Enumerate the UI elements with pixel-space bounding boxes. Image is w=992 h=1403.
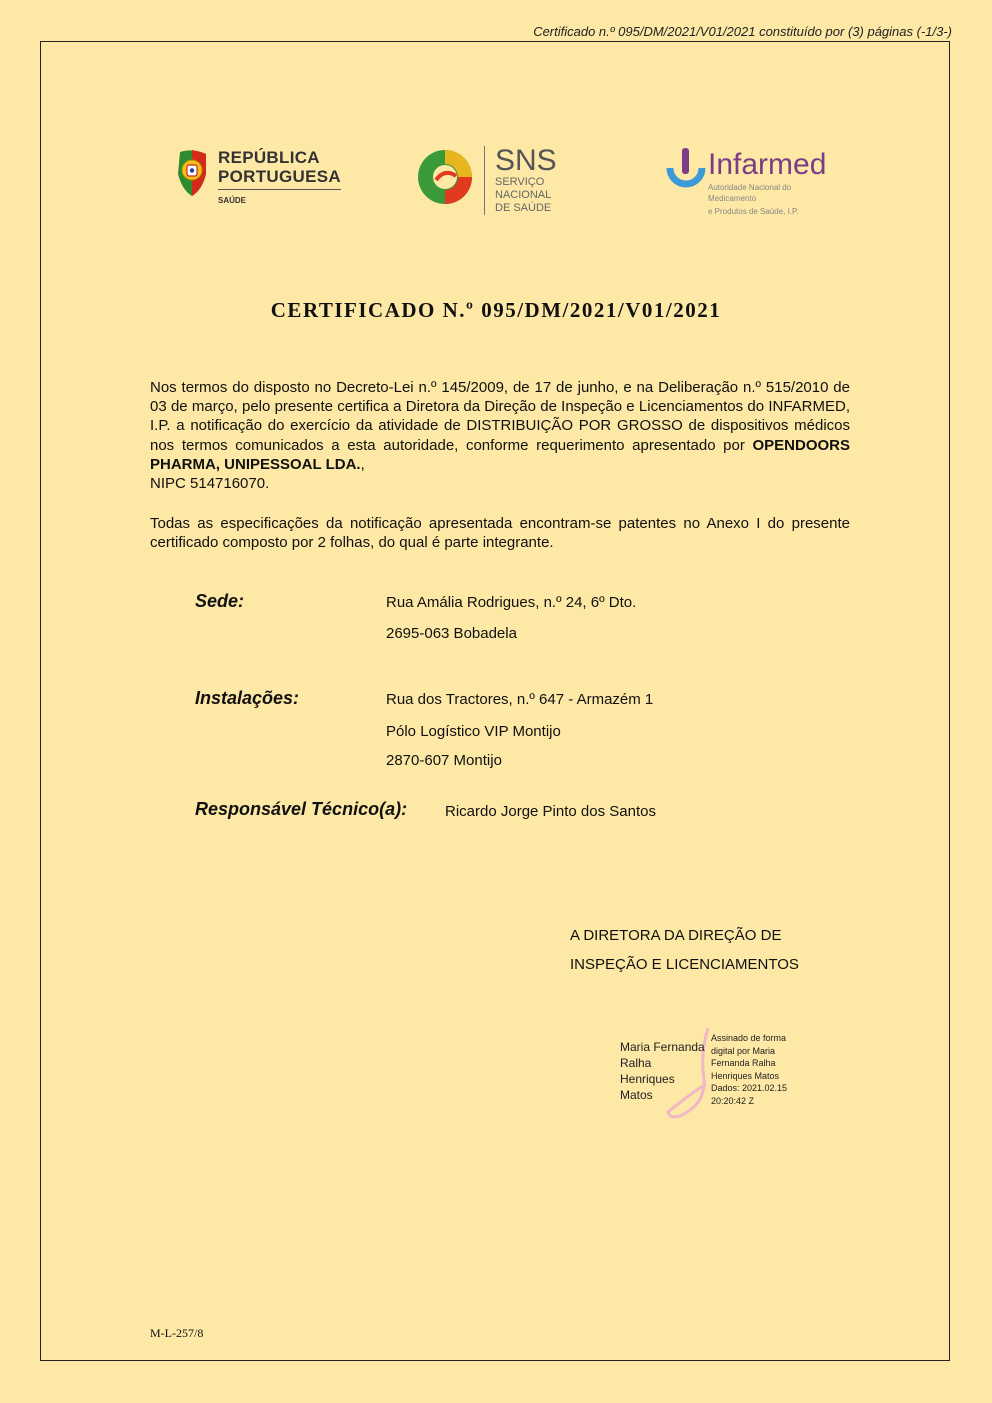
signature-detail-line: Henriques Matos bbox=[711, 1070, 780, 1081]
page-header-note: Certificado n.º 095/DM/2021/V01/2021 constituído por (3) páginas (-1/3-) bbox=[533, 24, 952, 39]
form-code: M-L-257/8 bbox=[150, 1326, 204, 1340]
certificate-title: CERTIFICADO N.º 095/DM/2021/V01/2021 bbox=[270, 298, 722, 322]
signature-detail-line: 20:20:42 Z bbox=[711, 1095, 755, 1106]
signatory-role-line1: A DIRETORA DA DIREÇÃO DE bbox=[570, 927, 782, 944]
digital-signature-name bbox=[620, 1039, 705, 1103]
infarmed-logo-line1: Autoridade Nacional do Medicamento bbox=[708, 183, 792, 203]
signature-name-line: Henriques bbox=[620, 1072, 675, 1086]
responsavel-label: Responsável Técnico(a): bbox=[195, 799, 408, 819]
certification-text: Nos termos do disposto no Decreto-Lei n.º 145/2009, de 17 de junho, e na Deliberação n.º 515/2010 de 03 de março, pelo presente certifica a Diretora da Direção de Inspeção e Licenciamentos do INFARMED, I.P. a notificação do exercício da atividade de DISTRIBUIÇÃO POR GROSSO de dispositivos médicos nos termos comunicados a esta autoridade, conforme requerimento apresentado por bbox=[150, 379, 850, 454]
republica-portuguesa-logo bbox=[172, 146, 347, 208]
instalacoes-address-line: 2870-607 Montijo bbox=[386, 752, 502, 769]
annex-paragraph: Todas as especificações da notificação apresentada encontram-se patentes no Anexo I do presente certificado composto por 2 folhas, do qual é parte integrante. bbox=[150, 515, 850, 552]
sns-logo-line1: SERVIÇO NACIONAL bbox=[484, 176, 596, 202]
sede-label: Sede: bbox=[195, 591, 245, 611]
certification-text-end: , bbox=[360, 455, 365, 473]
signature-detail-line: Assinado de forma bbox=[711, 1033, 787, 1043]
signature-name-line: Ralha bbox=[620, 1056, 652, 1070]
sede-address-line: Rua Amália Rodrigues, n.º 24, 6º Dto. bbox=[386, 594, 637, 611]
company-name: OPENDOORS PHARMA, UNIPESSOAL LDA. bbox=[150, 436, 850, 473]
sns-logo-title: SNS bbox=[484, 146, 596, 176]
digital-signature-details bbox=[711, 1032, 787, 1107]
signature-name-line: Maria Fernanda bbox=[620, 1040, 705, 1054]
republica-logo-line2: PORTUGUESA bbox=[218, 167, 341, 190]
responsavel-name: Ricardo Jorge Pinto dos Santos bbox=[445, 803, 656, 820]
infarmed-logo bbox=[664, 146, 834, 216]
republica-logo-line3: SAÚDE bbox=[218, 196, 247, 205]
nipc-number: NIPC 514716070. bbox=[150, 475, 270, 493]
signature-name-line: Matos bbox=[620, 1088, 653, 1102]
signature-detail-line: digital por Maria bbox=[711, 1045, 776, 1056]
sns-emblem-icon bbox=[416, 146, 474, 208]
instalacoes-address-line: Pólo Logístico VIP Montijo bbox=[386, 723, 561, 740]
infarmed-logo-line2: e Produtos de Saúde, I.P. bbox=[708, 207, 799, 216]
sns-logo-line2: DE SAÚDE bbox=[484, 202, 596, 215]
portugal-shield-icon bbox=[172, 146, 214, 198]
infarmed-logo-title: Infarmed bbox=[708, 148, 827, 181]
instalacoes-label: Instalações: bbox=[195, 688, 300, 708]
instalacoes-address-line: Rua dos Tractores, n.º 647 - Armazém 1 bbox=[386, 691, 654, 708]
sns-logo bbox=[416, 144, 596, 214]
signatory-role-line2: INSPEÇÃO E LICENCIAMENTOS bbox=[570, 956, 799, 973]
sede-address-line: 2695-063 Bobadela bbox=[386, 625, 517, 642]
republica-logo-line1: REPÚBLICA bbox=[218, 148, 320, 167]
signature-detail-line: Fernanda Ralha bbox=[711, 1058, 776, 1068]
infarmed-emblem-icon bbox=[664, 146, 708, 196]
certification-paragraph bbox=[150, 378, 850, 493]
signature-detail-line: Dados: 2021.02.15 bbox=[711, 1083, 788, 1093]
